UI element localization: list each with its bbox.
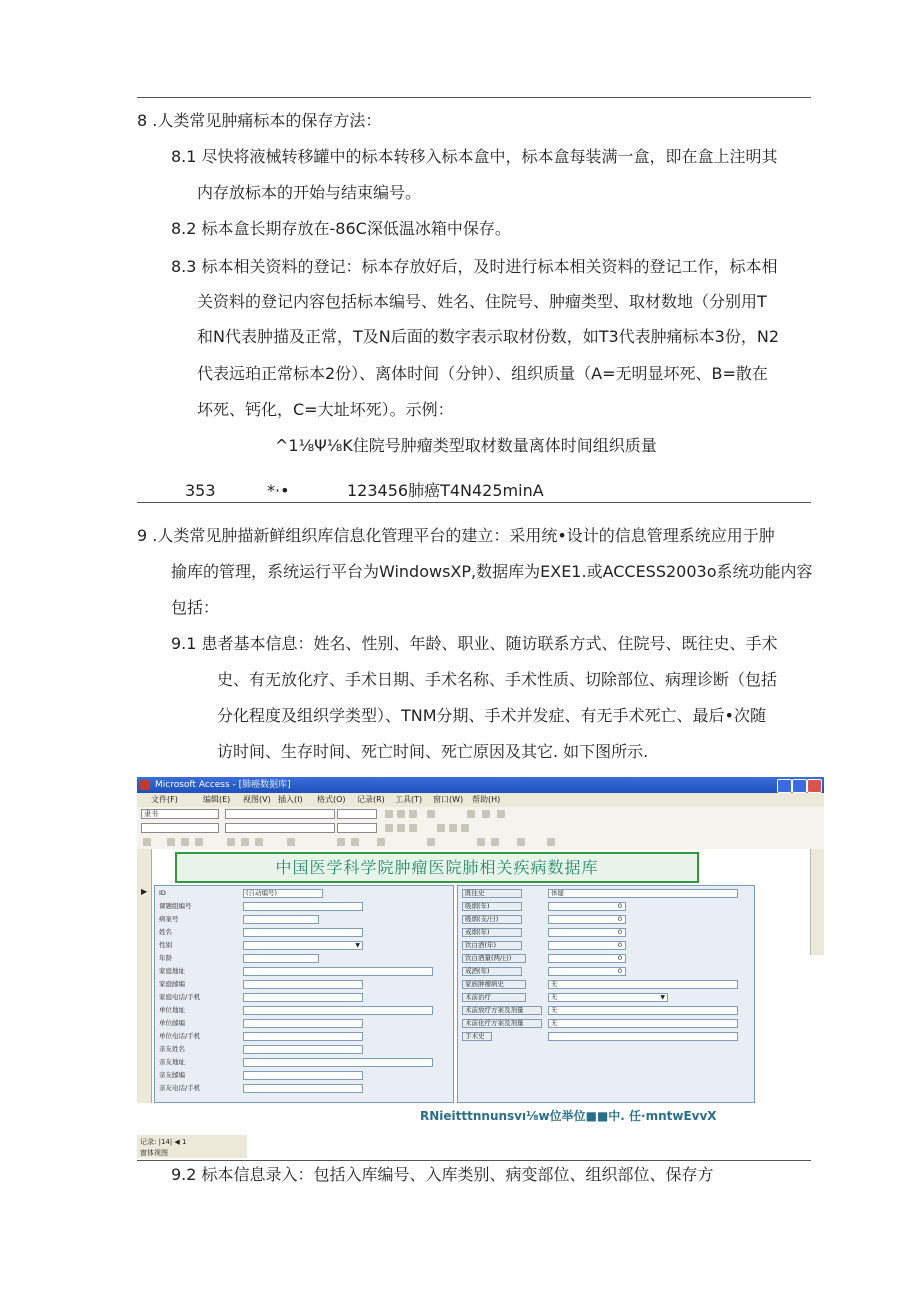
- gender-select[interactable]: [243, 941, 363, 950]
- field-value: 无: [551, 993, 558, 1001]
- field-label: 单位电话/手机: [159, 1032, 201, 1040]
- sort-asc-icon[interactable]: [337, 838, 345, 846]
- field-label: 亲友邮编: [159, 1071, 185, 1079]
- relative-name-input[interactable]: [243, 1045, 363, 1054]
- menu-file[interactable]: 文件(F): [151, 795, 178, 804]
- field-label: 病案号: [159, 915, 179, 923]
- example-cell-3: 123456肺癌T4N425minA: [347, 481, 544, 500]
- delete-record-icon[interactable]: [491, 838, 499, 846]
- print-icon[interactable]: [181, 838, 189, 846]
- home-phone-input[interactable]: [243, 993, 363, 1002]
- sec9-head-line3: 包括：: [171, 598, 220, 617]
- field-label: 家庭地址: [159, 967, 185, 975]
- window-title: Microsoft Access - [肺癌数据库]: [155, 780, 291, 790]
- example-cell-2: *·•: [267, 481, 290, 500]
- home-zip-input[interactable]: [243, 980, 363, 989]
- field-label: 亲友电话/手机: [159, 1084, 201, 1092]
- sec8-3-line5: 坏死、钙化，C=大址坏死）。示例：: [197, 400, 454, 419]
- field-value: 0: [617, 928, 622, 936]
- field-value: 0: [617, 954, 622, 962]
- right-align-icon[interactable]: [461, 824, 469, 832]
- field-label: 家族肿瘤病史: [462, 980, 526, 989]
- field-label: 年龄: [159, 954, 172, 962]
- view-mode-label: 窗体视图: [140, 1149, 168, 1157]
- italic-2-icon[interactable]: [397, 824, 405, 832]
- sec9-2: 9.2 标本信息录入：包括入库编号、入库类别、病变部位、组织部位、保存方: [171, 1165, 714, 1184]
- quit-drinking-input[interactable]: [548, 967, 626, 976]
- record-selector[interactable]: [137, 849, 152, 1103]
- font-color-icon[interactable]: [482, 810, 490, 818]
- sec8-heading: 8 .人类常见肿痛标本的保存方法：: [137, 111, 382, 130]
- name-input[interactable]: [243, 928, 363, 937]
- family-history-input[interactable]: 无: [548, 980, 738, 989]
- field-label: 姓名: [159, 928, 172, 936]
- sec9-head-line2: 揄库的管理，系统运行平台为WindowsXP,数据库为EXE1.或ACCESS2003o系统功能内容: [171, 562, 813, 581]
- field-label: 吸烟(年): [462, 902, 522, 911]
- record-navigation-bar: [137, 1135, 247, 1158]
- menu-tools[interactable]: 工具(T): [395, 795, 423, 804]
- right-panel: [457, 885, 755, 1103]
- bold-2-icon[interactable]: [385, 824, 393, 832]
- home-address-input[interactable]: [243, 967, 433, 976]
- underline-2-icon[interactable]: [409, 824, 417, 832]
- field-label: 手术史: [462, 1032, 492, 1041]
- record-navigator[interactable]: 记录: |14| ◀ 1: [140, 1138, 187, 1146]
- surgery-history-input[interactable]: [548, 1032, 738, 1041]
- form-banner-title: 中国医学科学院肿瘤医院肺相关疾病数据库: [175, 852, 699, 883]
- paste-icon[interactable]: [255, 838, 263, 846]
- sec8-3-line4: 代表远珀正常标本2份）、离体时间（分钟）、组织质量（A=无明显坏死、B=散在: [197, 364, 768, 383]
- align-icon[interactable]: [427, 810, 435, 818]
- field-label: 术前放疗方案及剂量: [462, 1006, 542, 1015]
- field-label: 性别: [159, 941, 172, 949]
- preop-treatment-select[interactable]: [548, 993, 668, 1002]
- field-label: 饮白酒(年): [462, 941, 522, 950]
- chevron-down-icon: ▼: [660, 994, 665, 1001]
- undo-icon[interactable]: [287, 838, 295, 846]
- menu-format[interactable]: 格式(O): [317, 795, 346, 804]
- center-align-icon[interactable]: [449, 824, 457, 832]
- field-label: 单位邮编: [159, 1019, 185, 1027]
- filter-icon[interactable]: [377, 838, 385, 846]
- fill-color-icon[interactable]: [467, 810, 475, 818]
- field-label: 饮白酒量(两/日): [462, 954, 526, 963]
- find-icon[interactable]: [427, 838, 435, 846]
- field-label: 术前化疗方案及剂量: [462, 1019, 542, 1028]
- sec8-1-line1: 8.1 尽快将液械转移罐中的标本转移入标本盒中，标本盒每装满一盒，即在盒上注明其: [171, 147, 778, 166]
- window-titlebar: [137, 777, 824, 793]
- example-header: ^1⅛Ψ⅛K住院号肿瘤类型取材数量离体时间组织质量: [275, 436, 657, 455]
- bold-icon[interactable]: [385, 810, 393, 818]
- id-input[interactable]: (自动编号): [243, 889, 323, 898]
- left-panel: [154, 885, 454, 1103]
- relative-address-input[interactable]: [243, 1058, 433, 1067]
- preop-chemotherapy-input[interactable]: 无: [548, 1019, 738, 1028]
- minimize-button[interactable]: [777, 779, 792, 793]
- smoking-per-day-input[interactable]: [548, 915, 626, 924]
- sec8-2: 8.2 标本盒长期存放在-86C深低温冰箱中保存。: [171, 219, 511, 238]
- field-label: 戒烟(年): [462, 928, 522, 937]
- figure-rule: [137, 1160, 811, 1161]
- smoking-years-input[interactable]: [548, 902, 626, 911]
- underline-icon[interactable]: [409, 810, 417, 818]
- field-label: 既往史: [462, 889, 522, 898]
- example-cell-1: 353: [185, 481, 216, 500]
- standard-toolbar: [137, 835, 824, 850]
- sec9-1-line2: 史、有无放化疗、手术日期、手术名称、手术性质、切除部位、病理诊断（包括: [217, 670, 778, 689]
- sec8-3-line2: 关资料的登记内容包括标本编号、姓名、住院号、肿瘤类型、取材数地（分别用T: [197, 292, 767, 311]
- field-label: 亲友地址: [159, 1058, 185, 1066]
- font-size-combo[interactable]: [337, 823, 377, 833]
- field-value: 0: [617, 941, 622, 949]
- format-toolbar-2: [137, 821, 824, 836]
- italic-icon[interactable]: [397, 810, 405, 818]
- menu-records[interactable]: 记录(R): [357, 795, 385, 804]
- font-name-combo[interactable]: [225, 823, 335, 833]
- figure-caption: RNieitttnnunsvı⅛w位举位■■中. 任·mntwEvvX: [420, 1109, 717, 1123]
- sort-desc-icon[interactable]: [351, 838, 359, 846]
- line-color-icon[interactable]: [497, 810, 505, 818]
- sec9-1-line3: 分化程度及组织学类型）、TNM分期、手术并发症、有无手术死亡、最后•次随: [217, 706, 766, 725]
- field-label: 吸烟(支/日): [462, 915, 522, 924]
- left-align-icon[interactable]: [437, 824, 445, 832]
- close-button[interactable]: [807, 779, 822, 793]
- field-label: 家庭电话/手机: [159, 993, 201, 1001]
- preop-radiotherapy-input[interactable]: 无: [548, 1006, 738, 1015]
- style-combo[interactable]: [337, 809, 377, 819]
- field-label: 术前治疗: [462, 993, 526, 1002]
- example-rule: [137, 502, 811, 503]
- form-canvas: [137, 849, 824, 1103]
- cut-icon[interactable]: [227, 838, 235, 846]
- menu-view[interactable]: 视图(V): [243, 795, 271, 804]
- field-label: 家庭邮编: [159, 980, 185, 988]
- menu-insert[interactable]: 插入(I): [278, 795, 303, 804]
- field-value: 0: [617, 967, 622, 975]
- new-record-icon[interactable]: [477, 838, 485, 846]
- sec8-3-line3: 和N代表肿描及正常，T及N后面的数字表示取材份数，如T3代表肿痛标本3份，N2: [197, 327, 779, 346]
- access-app-icon: [140, 780, 150, 790]
- menu-bar: [137, 793, 824, 807]
- drinking-years-input[interactable]: [548, 941, 626, 950]
- menu-edit[interactable]: 编辑(E): [203, 795, 231, 804]
- work-zip-input[interactable]: [243, 1019, 363, 1028]
- work-phone-input[interactable]: [243, 1032, 363, 1041]
- copy-icon[interactable]: [241, 838, 249, 846]
- age-input[interactable]: [243, 954, 319, 963]
- sec9-head-line1: 9 .人类常见肿描新鲜组织库信息化管理平台的建立：采用统•设计的信息管理系统应用于肿: [137, 526, 775, 545]
- relative-phone-input[interactable]: [243, 1084, 363, 1093]
- sec8-3-line1: 8.3 标本相关资料的登记：标本存放好后，及时进行标本相关资料的登记工作，标本相: [171, 257, 778, 276]
- sec9-1-line1: 9.1 患者基本信息：姓名、性别、年龄、职业、随访联系方式、住院号、既往史、手术: [171, 634, 778, 653]
- object-combo[interactable]: [141, 823, 219, 833]
- chevron-down-icon: ▼: [355, 942, 360, 949]
- field-value: 0: [617, 902, 622, 910]
- field-label: ID: [159, 889, 166, 897]
- menu-help[interactable]: 帮助(H): [472, 795, 501, 804]
- drinking-amount-input[interactable]: [548, 954, 626, 963]
- work-address-input[interactable]: [243, 1006, 433, 1015]
- vertical-scrollbar[interactable]: [810, 849, 824, 955]
- top-rule: [137, 97, 811, 98]
- menu-window[interactable]: 窗口(W): [433, 795, 464, 804]
- field-label: 课题组编号: [159, 902, 192, 910]
- case-number-input[interactable]: [243, 915, 319, 924]
- access-screenshot: [137, 777, 824, 1103]
- size-combo[interactable]: [225, 809, 335, 819]
- view-icon[interactable]: [143, 838, 151, 846]
- past-history-input[interactable]: 体健: [548, 889, 738, 898]
- group-number-input[interactable]: [243, 902, 363, 911]
- relative-zip-input[interactable]: [243, 1071, 363, 1080]
- format-toolbar-1: [137, 807, 824, 822]
- field-label: 戒酒(年): [462, 967, 522, 976]
- sec8-1-line2: 内存放标本的开始与结束编号。: [197, 183, 422, 202]
- font-combo[interactable]: 隶书: [141, 809, 219, 819]
- help-icon[interactable]: [547, 838, 555, 846]
- quit-smoking-input[interactable]: [548, 928, 626, 937]
- field-value: 0: [617, 915, 622, 923]
- preview-icon[interactable]: [195, 838, 203, 846]
- sec9-1-line4: 访时间、生存时间、死亡时间、死亡原因及其它. 如下图所示.: [217, 742, 649, 761]
- maximize-button[interactable]: [792, 779, 807, 793]
- database-window-icon[interactable]: [517, 838, 525, 846]
- field-label: 单位地址: [159, 1006, 185, 1014]
- current-record-arrow-icon: ▶: [141, 887, 148, 896]
- field-label: 亲友姓名: [159, 1045, 185, 1053]
- save-icon[interactable]: [167, 838, 175, 846]
